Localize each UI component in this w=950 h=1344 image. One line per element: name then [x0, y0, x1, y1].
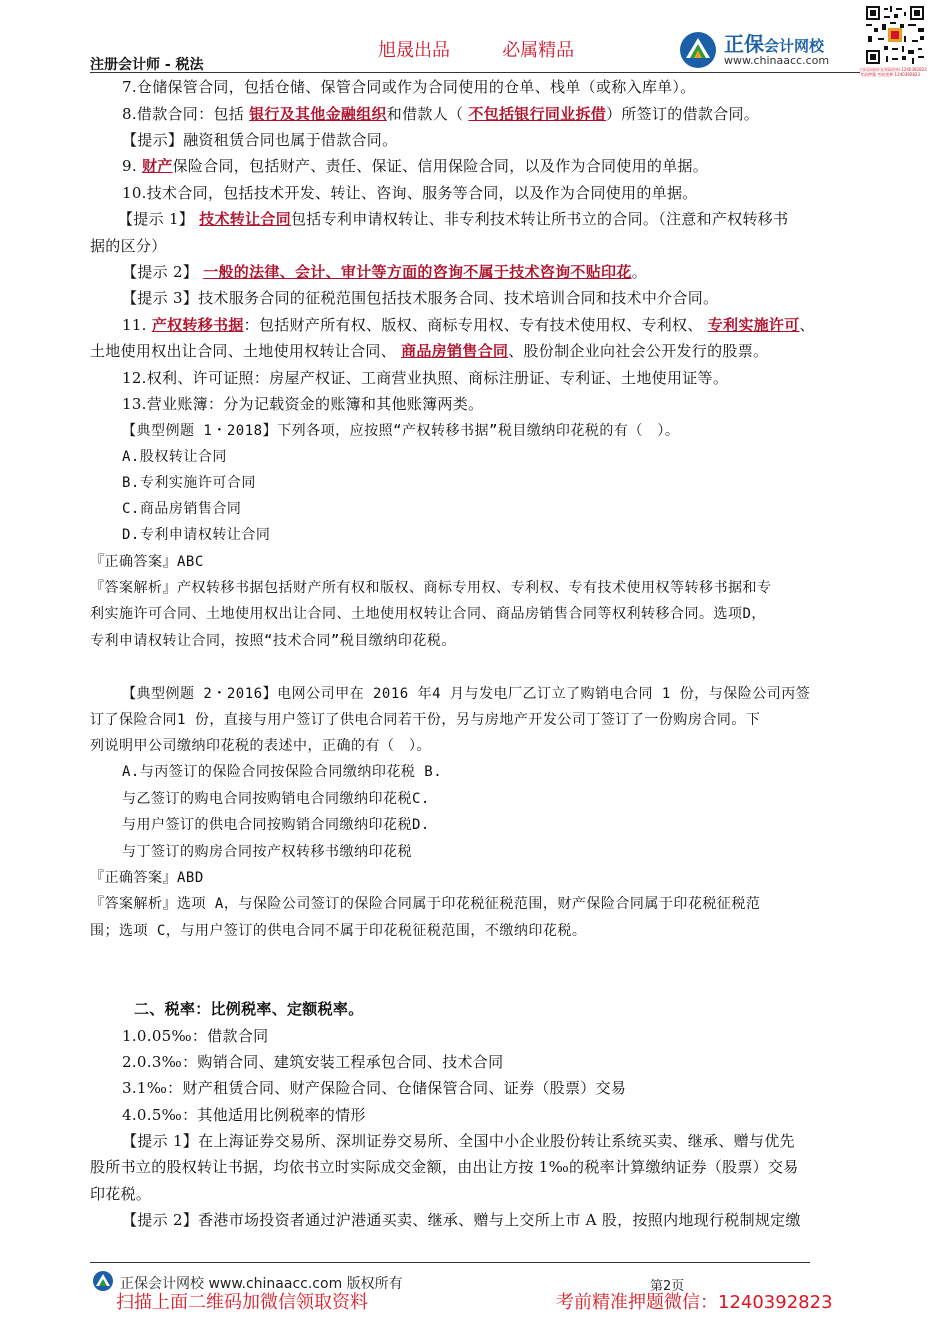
tip-line: 【提示 2】香港市场投资者通过沪港通买卖、继承、赠与上交所上市 A 股，按照内地现行税制规定缴 [122, 1211, 801, 1229]
example-question: 【典型例题 2・2016】电网公司甲在 2016 年4 月与发电厂乙订立了购销电合同 1 份，与保险公司丙签 [122, 686, 811, 702]
text-line: 4.0.5‰：其他适用比例税率的情形 [122, 1106, 366, 1124]
highlight-term: 产权转移书据 [151, 316, 244, 334]
option-d: 与丁签订的购房合同按产权转移书缴纳印花税 [122, 844, 412, 860]
text-line: 土地使用权出让合同、土地使用权转让合同、 商品房销售合同、股份制企业向社会公开发行的股票。 [90, 342, 769, 360]
tip-line: 【提示】融资租赁合同也属于借款合同。 [122, 131, 398, 149]
highlight-term: 一般的法律、会计、审计等方面的咨询不属于技术咨询不贴印花 [203, 263, 632, 281]
answer-analysis: 利实施许可合同、土地使用权出让合同、土地使用权转让合同、商品房销售合同等权利转移合同。选项D， [90, 606, 766, 622]
option-a: A.与丙签订的保险合同按保险合同缴纳印花税 B. [122, 764, 443, 780]
text-line: 2.0.3‰：购销合同、建筑安装工程承包合同、技术合同 [122, 1053, 504, 1071]
highlight-term: 专利实施许可 [707, 316, 800, 334]
option-b: 与乙签订的购电合同按购销电合同缴纳印花税C. [122, 791, 430, 807]
tip-line: 股所书立的股权转让书据，均依书立时实际成交金额，由出让方按 1‰的税率计算缴纳证券（股票）交易 [90, 1158, 799, 1176]
slogan-right: 必属精品 [502, 40, 575, 61]
qr-caption-2: 考前押题 考前密押 1240392823 [860, 72, 920, 77]
tip-line: 【提示 2】 一般的法律、会计、审计等方面的咨询不属于技术咨询不贴印花。 [122, 263, 647, 281]
text-line: 11. 产权转移书据：包括财产所有权、版权、商标专用权、专有技术使用权、专利权、 专利实施许可、 [122, 316, 815, 334]
logo-cn-suffix: 会计网校 [764, 37, 825, 55]
text-line: 7.仓储保管合同，包括仓储、保管合同或作为合同使用的仓单、栈单（或称入库单）。 [122, 78, 696, 96]
text-line: 1.0.05‰：借款合同 [122, 1027, 269, 1045]
text-line: 13.营业账簿：分为记载资金的账簿和其他账簿两类。 [122, 395, 484, 413]
tip-line: 【提示 3】技术服务合同的征税范围包括技术服务合同、技术培训合同和技术中介合同。 [122, 289, 719, 307]
footer-copyright: 正保会计网校 www.chinaacc.com 版权所有 [120, 1276, 403, 1292]
example-question: 订了保险合同1 份，直接与用户签订了供电合同若干份，另与房地产开发公司丁签订了一份购房合同。下 [90, 712, 761, 728]
tip-line: 印花税。 [90, 1185, 152, 1203]
highlight-term: 商品房销售合同 [401, 342, 509, 360]
text-line: 8.借款合同：包括 银行及其他金融组织和借款人（ 不包括银行同业拆借）所签订的借款合同。 [122, 105, 760, 123]
answer-analysis: 围；选项 C，与用户签订的供电合同不属于印花税征税范围，不缴纳印花税。 [90, 923, 587, 939]
highlight-term: 财产 [141, 157, 173, 175]
text-line: 9. 财产保险合同，包括财产、责任、保证、信用保险合同，以及作为合同使用的单据。 [122, 157, 709, 175]
footer-logo-icon [92, 1270, 114, 1292]
footer-promo-left: 扫描上面二维码加微信领取资料 [116, 1292, 368, 1313]
page-number: 第2页 [650, 1279, 685, 1294]
highlight-term: 不包括银行同业拆借 [468, 105, 607, 123]
highlight-term: 技术转让合同 [199, 210, 291, 228]
subject-title: 注册会计师 - 税法 [90, 57, 204, 73]
correct-answer: 『正确答案』ABC [90, 554, 204, 570]
answer-analysis: 专利申请权转让合同，按照“技术合同”税目缴纳印花税。 [90, 633, 456, 649]
option-b: B.专利实施许可合同 [122, 475, 256, 491]
tip-line: 【提示 1】 技术转让合同包括专利申请权转让、非专利技术转让所书立的合同。（注意和产权转移书 [118, 210, 789, 228]
text-line: 3.1‰：财产租赁合同、财产保险合同、仓储保管合同、证券（股票）交易 [122, 1079, 627, 1097]
example-question: 列说明甲公司缴纳印花税的表述中，正确的有（ ）。 [90, 738, 431, 754]
logo-cn-prefix: 正保 [724, 32, 764, 56]
option-a: A.股权转让合同 [122, 449, 227, 465]
option-c: C.商品房销售合同 [122, 501, 242, 517]
section-heading: 二、税率：比例税率、定额税率。 [134, 1000, 364, 1018]
highlight-term: 银行及其他金融组织 [249, 105, 387, 123]
answer-analysis: 『答案解析』产权转移书据包括财产所有权和版权、商标专用权、专利权、专有技术使用权等转移书据和专 [90, 580, 772, 596]
qr-caption-1: 扫码添加好友领取资料 1240392823 [860, 67, 927, 72]
example-question: 【典型例题 1・2018】下列各项，应按照“产权转移书据”税目缴纳印花税的有（ ）。 [122, 423, 680, 439]
logo-url: www.chinaacc.com [724, 54, 830, 67]
option-d: D.专利申请权转让合同 [122, 527, 271, 543]
text-line: 12.权利、许可证照：房屋产权证、工商营业执照、商标注册证、专利证、土地使用证等。 [122, 369, 729, 387]
tip-line: 【提示 1】在上海证券交易所、深圳证券交易所、全国中小企业股份转让系统买卖、继承、赠与优先 [122, 1132, 795, 1150]
footer-divider [90, 1262, 810, 1263]
text-line: 10.技术合同，包括技术开发、转让、咨询、服务等合同，以及作为合同使用的单据。 [122, 184, 698, 202]
answer-analysis: 『答案解析』选项 A，与保险公司签订的保险合同属于印花税征税范围，财产保险合同属于印花税征税范 [90, 896, 761, 912]
option-c: 与用户签订的供电合同按购销合同缴纳印花税D. [122, 817, 430, 833]
slogan-left: 旭晟出品 [378, 40, 450, 61]
correct-answer: 『正确答案』ABD [90, 870, 204, 886]
text-line: 据的区分） [90, 237, 167, 255]
footer-promo-right: 考前精准押题微信：1240392823 [556, 1292, 833, 1313]
